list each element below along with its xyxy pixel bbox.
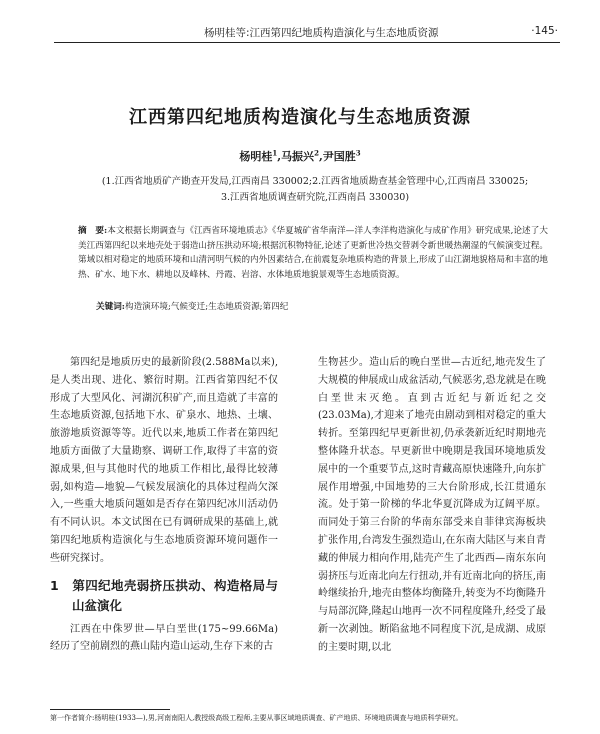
body-paragraph: 生物甚少。造山后的晚白垩世—古近纪,地壳发生了大规模的伸展成山成盆活动,气候恶劣,恐龙就是在晚白垩世末灭绝。直到古近纪与新近纪之交(23.03Ma),才迎来了地壳由剧动到相对稳定的重大转折。至第四纪早更新世初,仍承袭新近纪时期地壳整体隆升状态。早更新世中晚期是我国环境地质发展中的一个重要节点,这时青藏高原快速隆升,向东扩展作用增强,中国地势的三大台阶形成,长江贯通东流。处于第一阶梯的华北华夏沉降成为辽阔平原。而同处于第三台阶的华南东部受来自菲律宾海板块扩张作用,台湾发生强烈造山,在东南大陆区与来自青藏的伸展力相向作用,陆壳产生了北西西—南东东向弱挤压与近南北向左行扭动,并有近南北向的挤压,南岭继续抬升,地壳由整体均衡隆升,转变为不均衡隆升与局部沉降,隆起山地再一次不同程度隆升,经受了最新一次剥蚀。断陷盆地不同程度下沉,是成湖、成原的主要时期,以北 xyxy=(318,357,546,653)
affiliations xyxy=(80,174,550,206)
author-name: 马振兴 xyxy=(281,150,315,163)
author-affil-mark: 3 xyxy=(355,148,361,158)
abstract xyxy=(78,224,548,282)
keywords xyxy=(96,300,546,312)
paper-title: 江西第四纪地质构造演化与生态地质资源 xyxy=(129,107,471,128)
section-heading xyxy=(50,576,278,616)
section-number: 1 xyxy=(50,577,59,593)
running-title: 杨明桂等:江西第四纪地质构造演化与生态地质资源 xyxy=(204,27,439,39)
affiliation-line: (1.江西省地质矿产勘查开发局,江西南昌 330002;2.江西省地质勘查基金管理中心,江西南昌 330025; xyxy=(101,176,529,187)
keywords-text: 构造演环境;气候变迁;生态地质资源;第四纪 xyxy=(124,302,289,312)
affiliation-line: 3.江西省地质调查研究院,江西南昌 330030) xyxy=(220,192,410,203)
body-column-left xyxy=(50,354,278,656)
body-column-right xyxy=(318,354,546,657)
author-list: 杨明桂$^1$,马振兴$^2$,尹国胜$^3$ xyxy=(239,148,361,163)
page-number: ·145· xyxy=(531,25,558,37)
footnote: 第一作者简介:杨明桂(1933—),男,河南南阳人,教授级高级工程师,主要从事区域地质调查、矿产地质、环境地质调查与地质科学研究。 xyxy=(50,714,463,722)
section-title: 第四纪地壳弱挤压拱动、构造格局与山盆演化 xyxy=(72,577,278,613)
abstract-text: 本文根据长期调查与《江西省环境地质志》《华夏城矿省华南洋—洋人李洋构造演化与成矿作用》研究成果,论述了大美江西第四纪以来地壳处于弱造山挤压拱动环境;根据沉积物特征,论述了更新世冷热交替剥令新世暖热潮湿的气候演变过程。第域以相对稳定的地质环境和山清河明气候的内外因素结合,在前震复杂地质构造的背景上,形成了山江湖地貌格局和丰富的地热、矿水、地下水、耕地以及峰林、丹霞、岩溶、水体地质地貌景观等生态地质资源。 xyxy=(78,226,548,280)
footnote-rule xyxy=(50,709,170,710)
author-name: 杨明桂 xyxy=(239,150,273,163)
author-affil-mark: 1 xyxy=(272,148,278,158)
author-name: 尹国胜 xyxy=(322,150,356,163)
abstract-label: 摘 要: xyxy=(78,226,108,236)
keywords-label: 关键词: xyxy=(96,302,125,312)
body-paragraph: 江西在中侏罗世—早白垩世(175~99.66Ma)经历了空前剧烈的燕山陆内造山运动,生存下来的古 xyxy=(50,623,278,653)
body-paragraph: 第四纪是地质历史的最新阶段(2.588Ma以来),是人类出现、进化、繁衍时期。江西省第四纪不仅形成了大型风化、河湖沉积矿产,而且造就了丰富的生态地质资源,包括地下水、矿泉水、地热、土壤、旅游地质资源等等。近代以来,地质工作者在第四纪地质方面做了大量勘察、调研工作,取得了丰富的资源成果,但与其他时代的地质工作相比,最得比较薄弱,如构造—地貌—气候发展演化的具体过程尚欠深入,一些重大地质问题如是否存在第四纪冰川活动仍有不同认识。本文试图在已有调研成果的基础上,就第四纪地质构造演化与生态地质资源环境问题作一些研究探讨。 xyxy=(50,357,278,564)
author-affil-mark: 2 xyxy=(314,148,319,158)
running-header xyxy=(54,24,560,43)
